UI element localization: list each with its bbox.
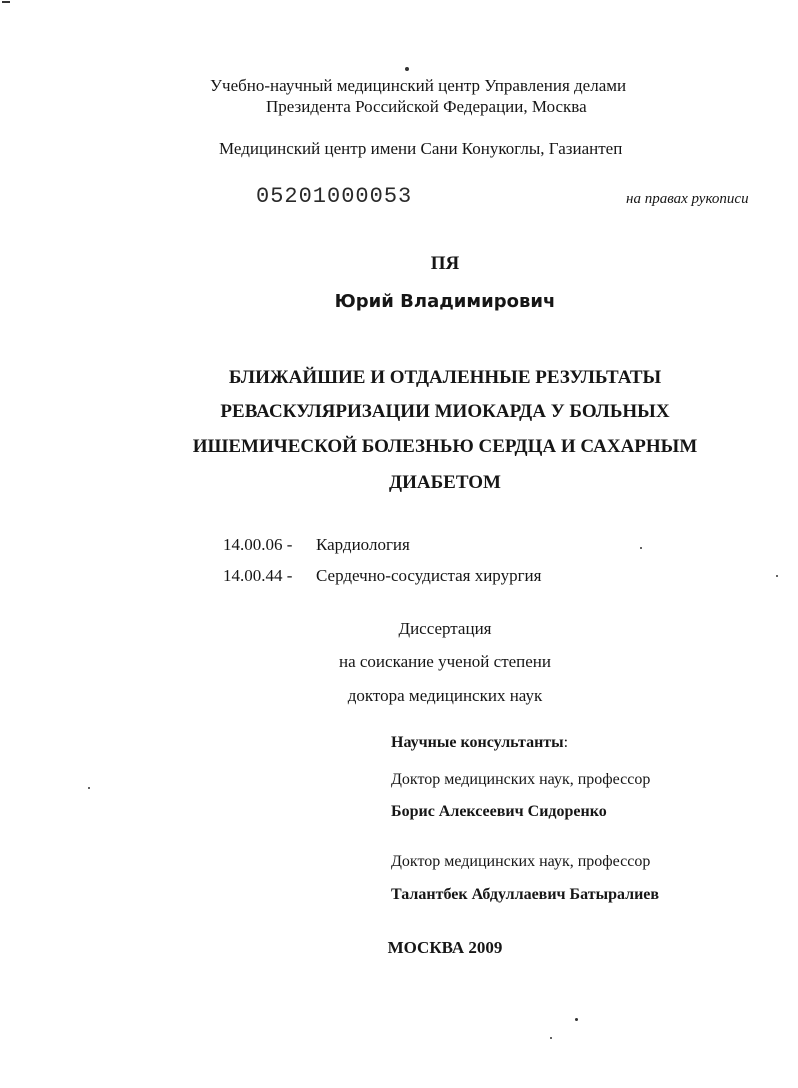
- advisors-heading-text: Научные консультанты: [391, 734, 564, 751]
- title-line-1: БЛИЖАЙШИЕ И ОТДАЛЕННЫЕ РЕЗУЛЬТАТЫ: [228, 367, 662, 388]
- place-year: МОСКВА 2009: [387, 938, 503, 957]
- title-line-2: РЕВАСКУЛЯРИЗАЦИИ МИОКАРДА У БОЛЬНЫХ: [220, 401, 670, 422]
- author-given-names: Юрий Владимирович: [334, 291, 556, 312]
- advisors-heading: [391, 733, 568, 753]
- dissertation-purpose: на соискание ученой степени: [338, 652, 552, 671]
- rights-note: на правах рукописи: [626, 191, 749, 207]
- scan-speck: [405, 67, 409, 71]
- archive-code: 05201000053: [256, 184, 413, 209]
- dissertation-degree: доктора медицинских наук: [347, 686, 543, 705]
- advisors-heading-colon: :: [563, 734, 569, 751]
- advisor-2-degree: Доктор медицинских наук, профессор: [391, 853, 651, 870]
- author-surname: ПЯ: [430, 253, 460, 274]
- organization-line-3: Медицинский центр имени Сани Конукоглы, Газиантеп: [219, 139, 623, 158]
- scan-speck: [776, 575, 778, 577]
- title-line-3: ИШЕМИЧЕСКОЙ БОЛЕЗНЬЮ СЕРДЦА И САХАРНЫМ: [192, 436, 698, 457]
- specialty-code-1: 14.00.06 -: [223, 535, 293, 554]
- organization-line-2: Президента Российской Федерации, Москва: [266, 97, 587, 116]
- scan-speck: [88, 787, 90, 789]
- advisor-2-name: Талантбек Абдуллаевич Батыралиев: [391, 886, 660, 903]
- organization-line-1: Учебно-научный медицинский центр Управления делами: [210, 76, 627, 95]
- scan-speck: [640, 547, 642, 549]
- specialty-name-1: Кардиология: [316, 535, 410, 554]
- scan-speck: [2, 1, 10, 3]
- specialty-code-2: 14.00.44 -: [223, 566, 293, 585]
- title-line-4: ДИАБЕТОМ: [389, 472, 501, 493]
- advisor-1-degree: Доктор медицинских наук, профессор: [391, 771, 651, 788]
- scan-speck: [550, 1037, 552, 1039]
- scan-speck: [575, 1018, 578, 1021]
- advisor-1-name: Борис Алексеевич Сидоренко: [391, 803, 607, 820]
- specialty-name-2: Сердечно-сосудистая хирургия: [316, 566, 542, 585]
- dissertation-type: Диссертация: [398, 619, 492, 638]
